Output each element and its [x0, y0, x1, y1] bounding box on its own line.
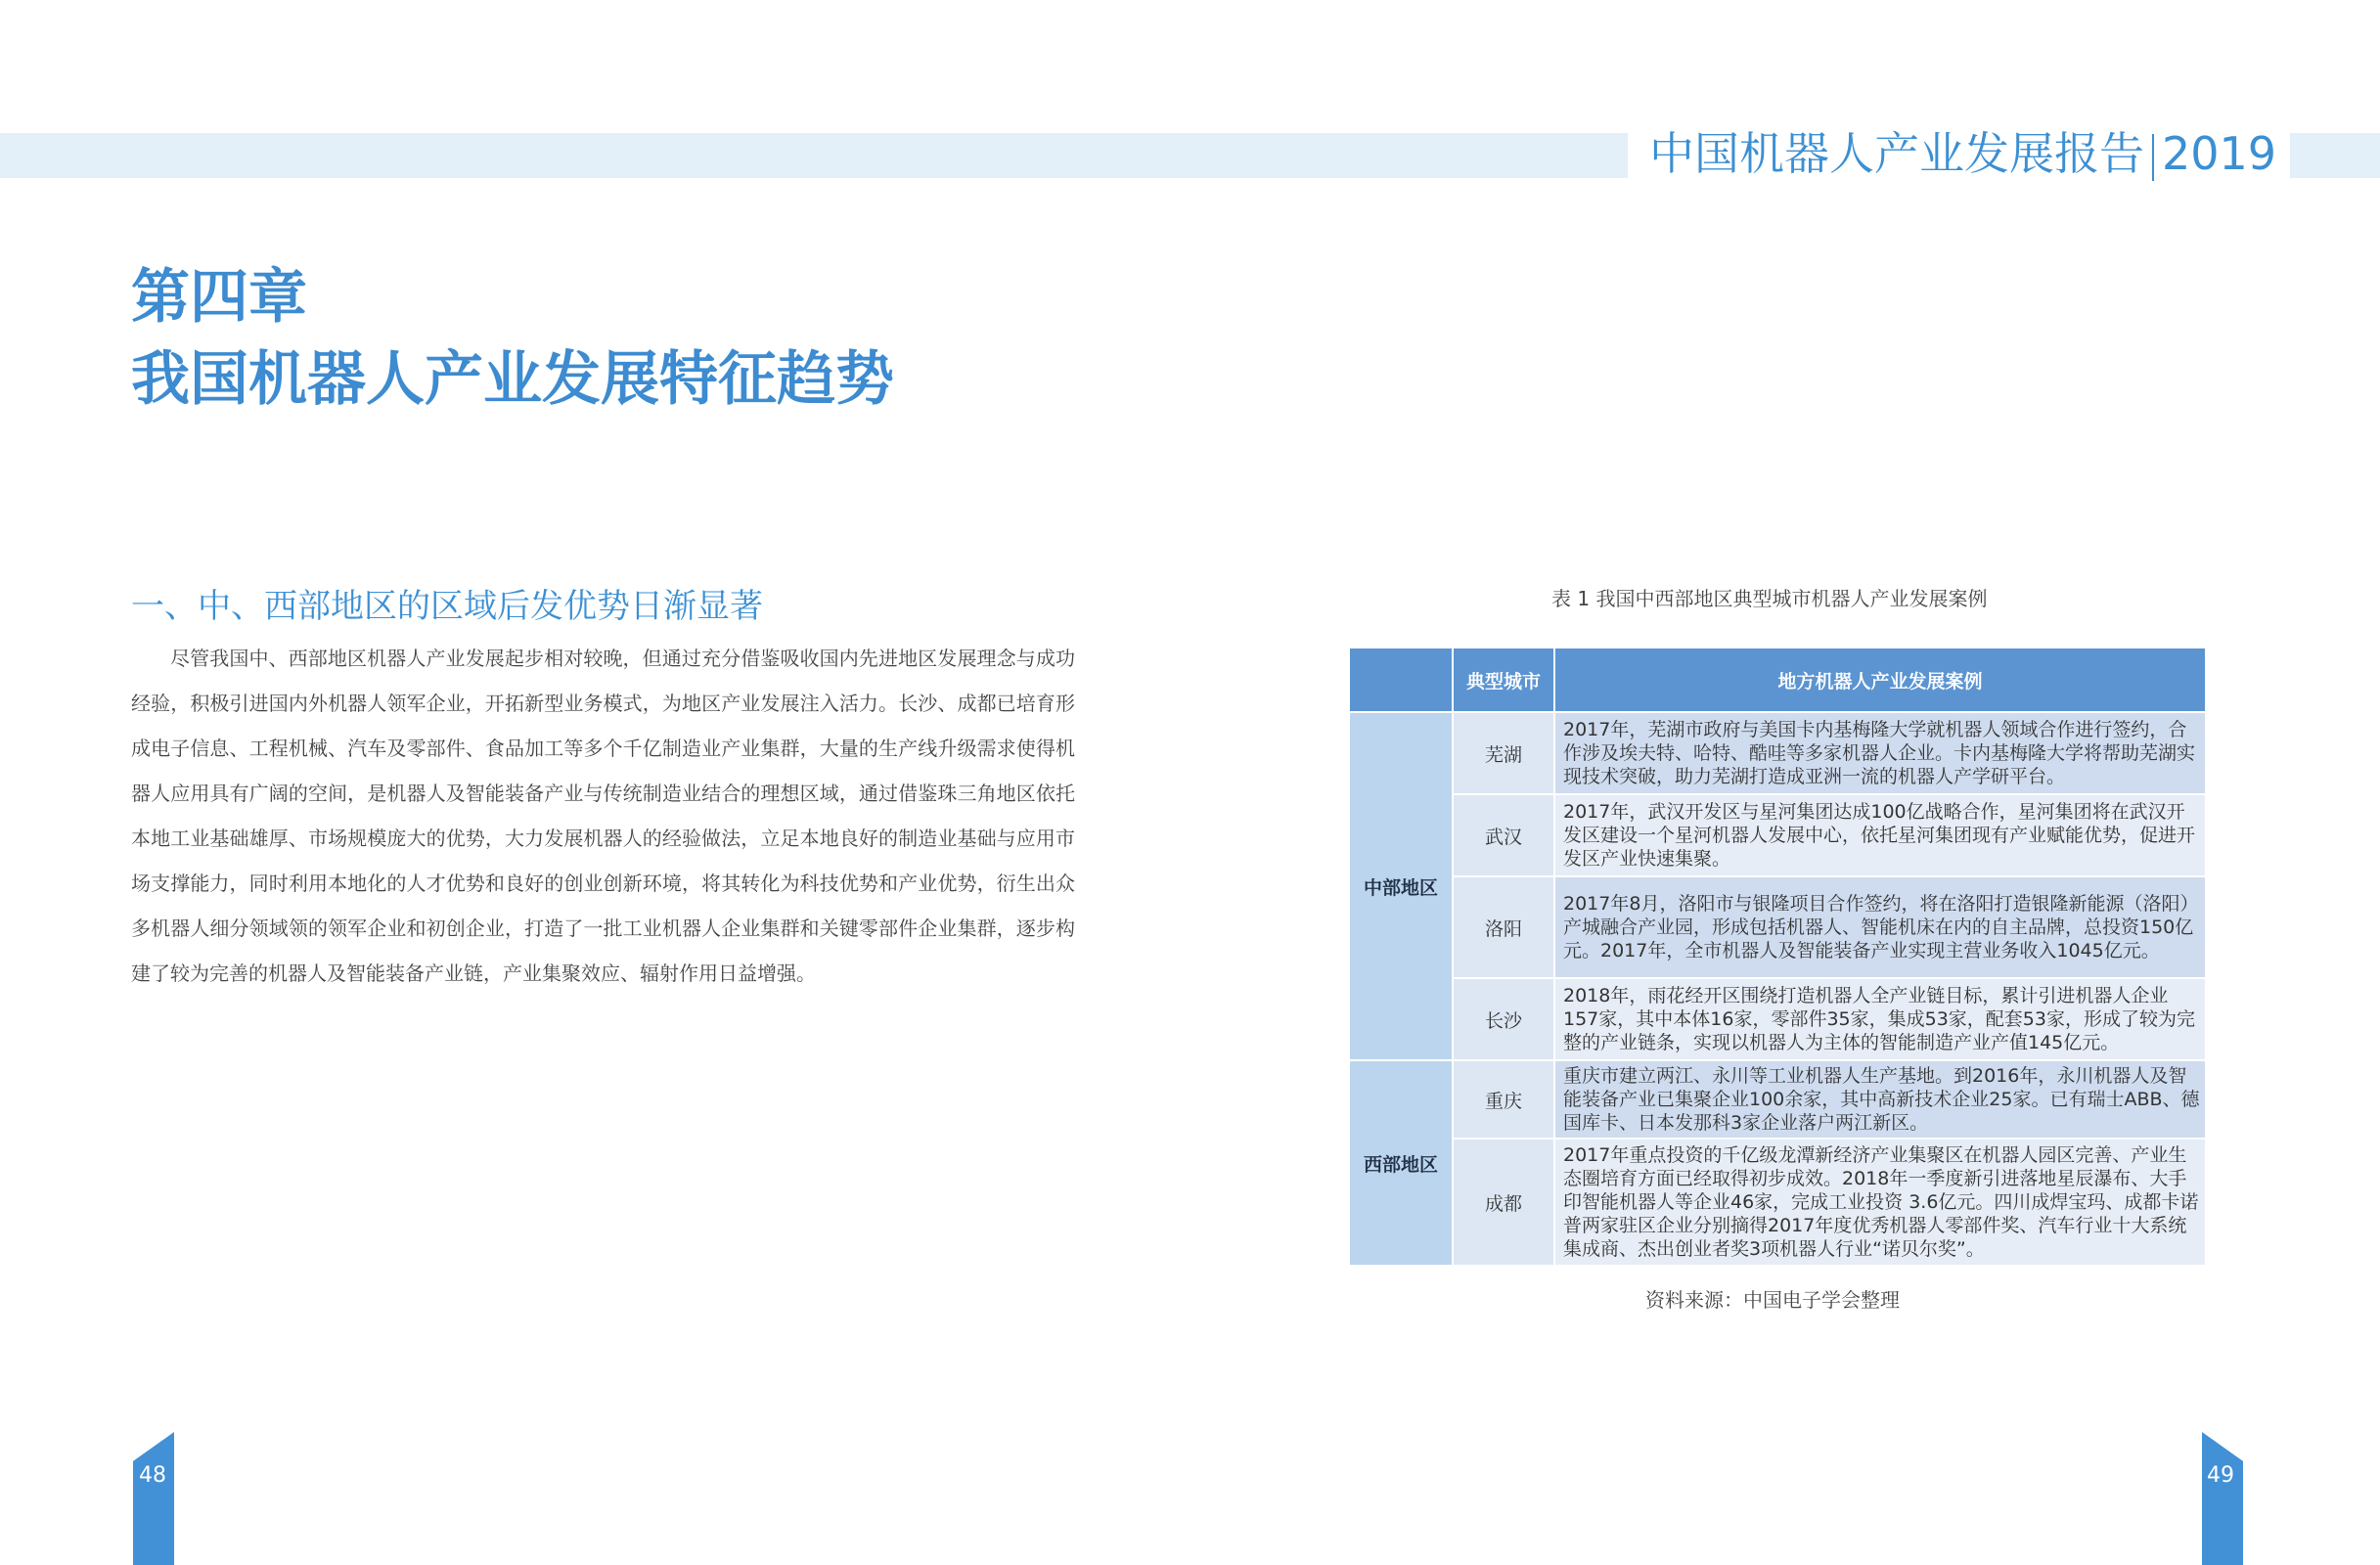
report-year: 2019: [2162, 127, 2277, 180]
region-cell: 西部地区: [1349, 1060, 1453, 1266]
header-case: 地方机器人产业发展案例: [1554, 648, 2206, 712]
report-title-text: 中国机器人产业发展报告: [1649, 127, 2144, 180]
case-cell: 2017年重点投资的千亿级龙潭新经济产业集聚区在机器人园区完善、产业生态圈培育方面已经取得初步成效。2018年一季度新引进落地星辰瀑布、大手印智能机器人等企业46家，完成工业投资 3.6亿元。四川成焊宝玛、成都卡诺普两家驻区企业分别摘得2017年度优秀机器人零部件奖、汽车行业十大系统集成商、杰出创业者奖3项机器人行业“诺贝尔奖”。: [1554, 1139, 2206, 1266]
title-divider: [2152, 134, 2154, 181]
page-tab-right: [2202, 1432, 2243, 1565]
chapter-number: 第四章: [131, 263, 307, 332]
table-source: 资料来源：中国电子学会整理: [1645, 1288, 1900, 1312]
chapter-title: 我国机器人产业发展特征趋势: [131, 345, 894, 414]
table-row: [1349, 1139, 2206, 1266]
city-cell: 芜湖: [1453, 712, 1554, 794]
page-number-right: 49: [2207, 1463, 2234, 1488]
body-paragraph: 尽管我国中、西部地区机器人产业发展起步相对较晚，但通过充分借鉴吸收国内先进地区发展理念与成功经验，积极引进国内外机器人领军企业，开拓新型业务模式，为地区产业发展注入活力。长沙、成都已培育形成电子信息、工程机械、汽车及零部件、食品加工等多个千亿制造业产业集群，大量的生产线升级需求使得机器人应用具有广阔的空间，是机器人及智能装备产业与传统制造业结合的理想区域，通过借鉴珠三角地区依托本地工业基础雄厚、市场规模庞大的优势，大力发展机器人的经验做法，立足本地良好的制造业基础与应用市场支撑能力，同时利用本地化的人才优势和良好的创业创新环境，将其转化为科技优势和产业优势，衍生出众多机器人细分领域领的领军企业和初创企业，打造了一批工业机器人企业集群和关键零部件企业集群，逐步构建了较为完善的机器人及智能装备产业链，产业集聚效应、辐射作用日益增强。: [131, 647, 1075, 985]
table-row: [1349, 712, 2206, 794]
table-caption: 表 1 我国中西部地区典型城市机器人产业发展案例: [1551, 587, 1988, 610]
case-cell: 2017年8月，洛阳市与银隆项目合作签约，将在洛阳打造银隆新能源（洛阳）产城融合产业园，形成包括机器人、智能机床在内的自主品牌，总投资150亿元。2017年，全市机器人及智能装备产业实现主营业务收入1045亿元。: [1554, 876, 2206, 978]
case-cell: 2017年，武汉开发区与星河集团达成100亿战略合作，星河集团将在武汉开发区建设一个星河机器人发展中心，依托星河集团现有产业赋能优势，促进开发区产业快速集聚。: [1554, 794, 2206, 876]
city-cell: 长沙: [1453, 978, 1554, 1060]
cases-table: [1348, 647, 2207, 1267]
region-cell: 中部地区: [1349, 712, 1453, 1060]
header-region: [1349, 648, 1453, 712]
page-number-left: 48: [139, 1463, 166, 1488]
table-row: [1349, 794, 2206, 876]
city-cell: 武汉: [1453, 794, 1554, 876]
table-header-row: [1349, 648, 2206, 712]
city-cell: 洛阳: [1453, 876, 1554, 978]
case-cell: 2017年，芜湖市政府与美国卡内基梅隆大学就机器人领域合作进行签约，合作涉及埃夫特、哈特、酷哇等多家机器人企业。卡内基梅隆大学将帮助芜湖实现技术突破，助力芜湖打造成亚洲一流的机器人产学研平台。: [1554, 712, 2206, 794]
page-tab-left: [133, 1432, 174, 1565]
city-cell: 成都: [1453, 1139, 1554, 1266]
table-row: [1349, 876, 2206, 978]
report-title: [1628, 119, 2290, 188]
city-cell: 重庆: [1453, 1060, 1554, 1139]
case-cell: 重庆市建立两江、永川等工业机器人生产基地。到2016年，永川机器人及智能装备产业已集聚企业100余家，其中高新技术企业25家。已有瑞士ABB、德国库卡、日本发那科3家企业落户两江新区。: [1554, 1060, 2206, 1139]
table-row: [1349, 978, 2206, 1060]
section-heading: 一、中、西部地区的区域后发优势日渐显著: [131, 587, 763, 626]
table-row: [1349, 1060, 2206, 1139]
case-cell: 2018年，雨花经开区围绕打造机器人全产业链目标，累计引进机器人企业157家，其中本体16家，零部件35家，集成53家，配套53家，形成了较为完整的产业链条，实现以机器人为主体的智能制造产业产值145亿元。: [1554, 978, 2206, 1060]
header-city: 典型城市: [1453, 648, 1554, 712]
